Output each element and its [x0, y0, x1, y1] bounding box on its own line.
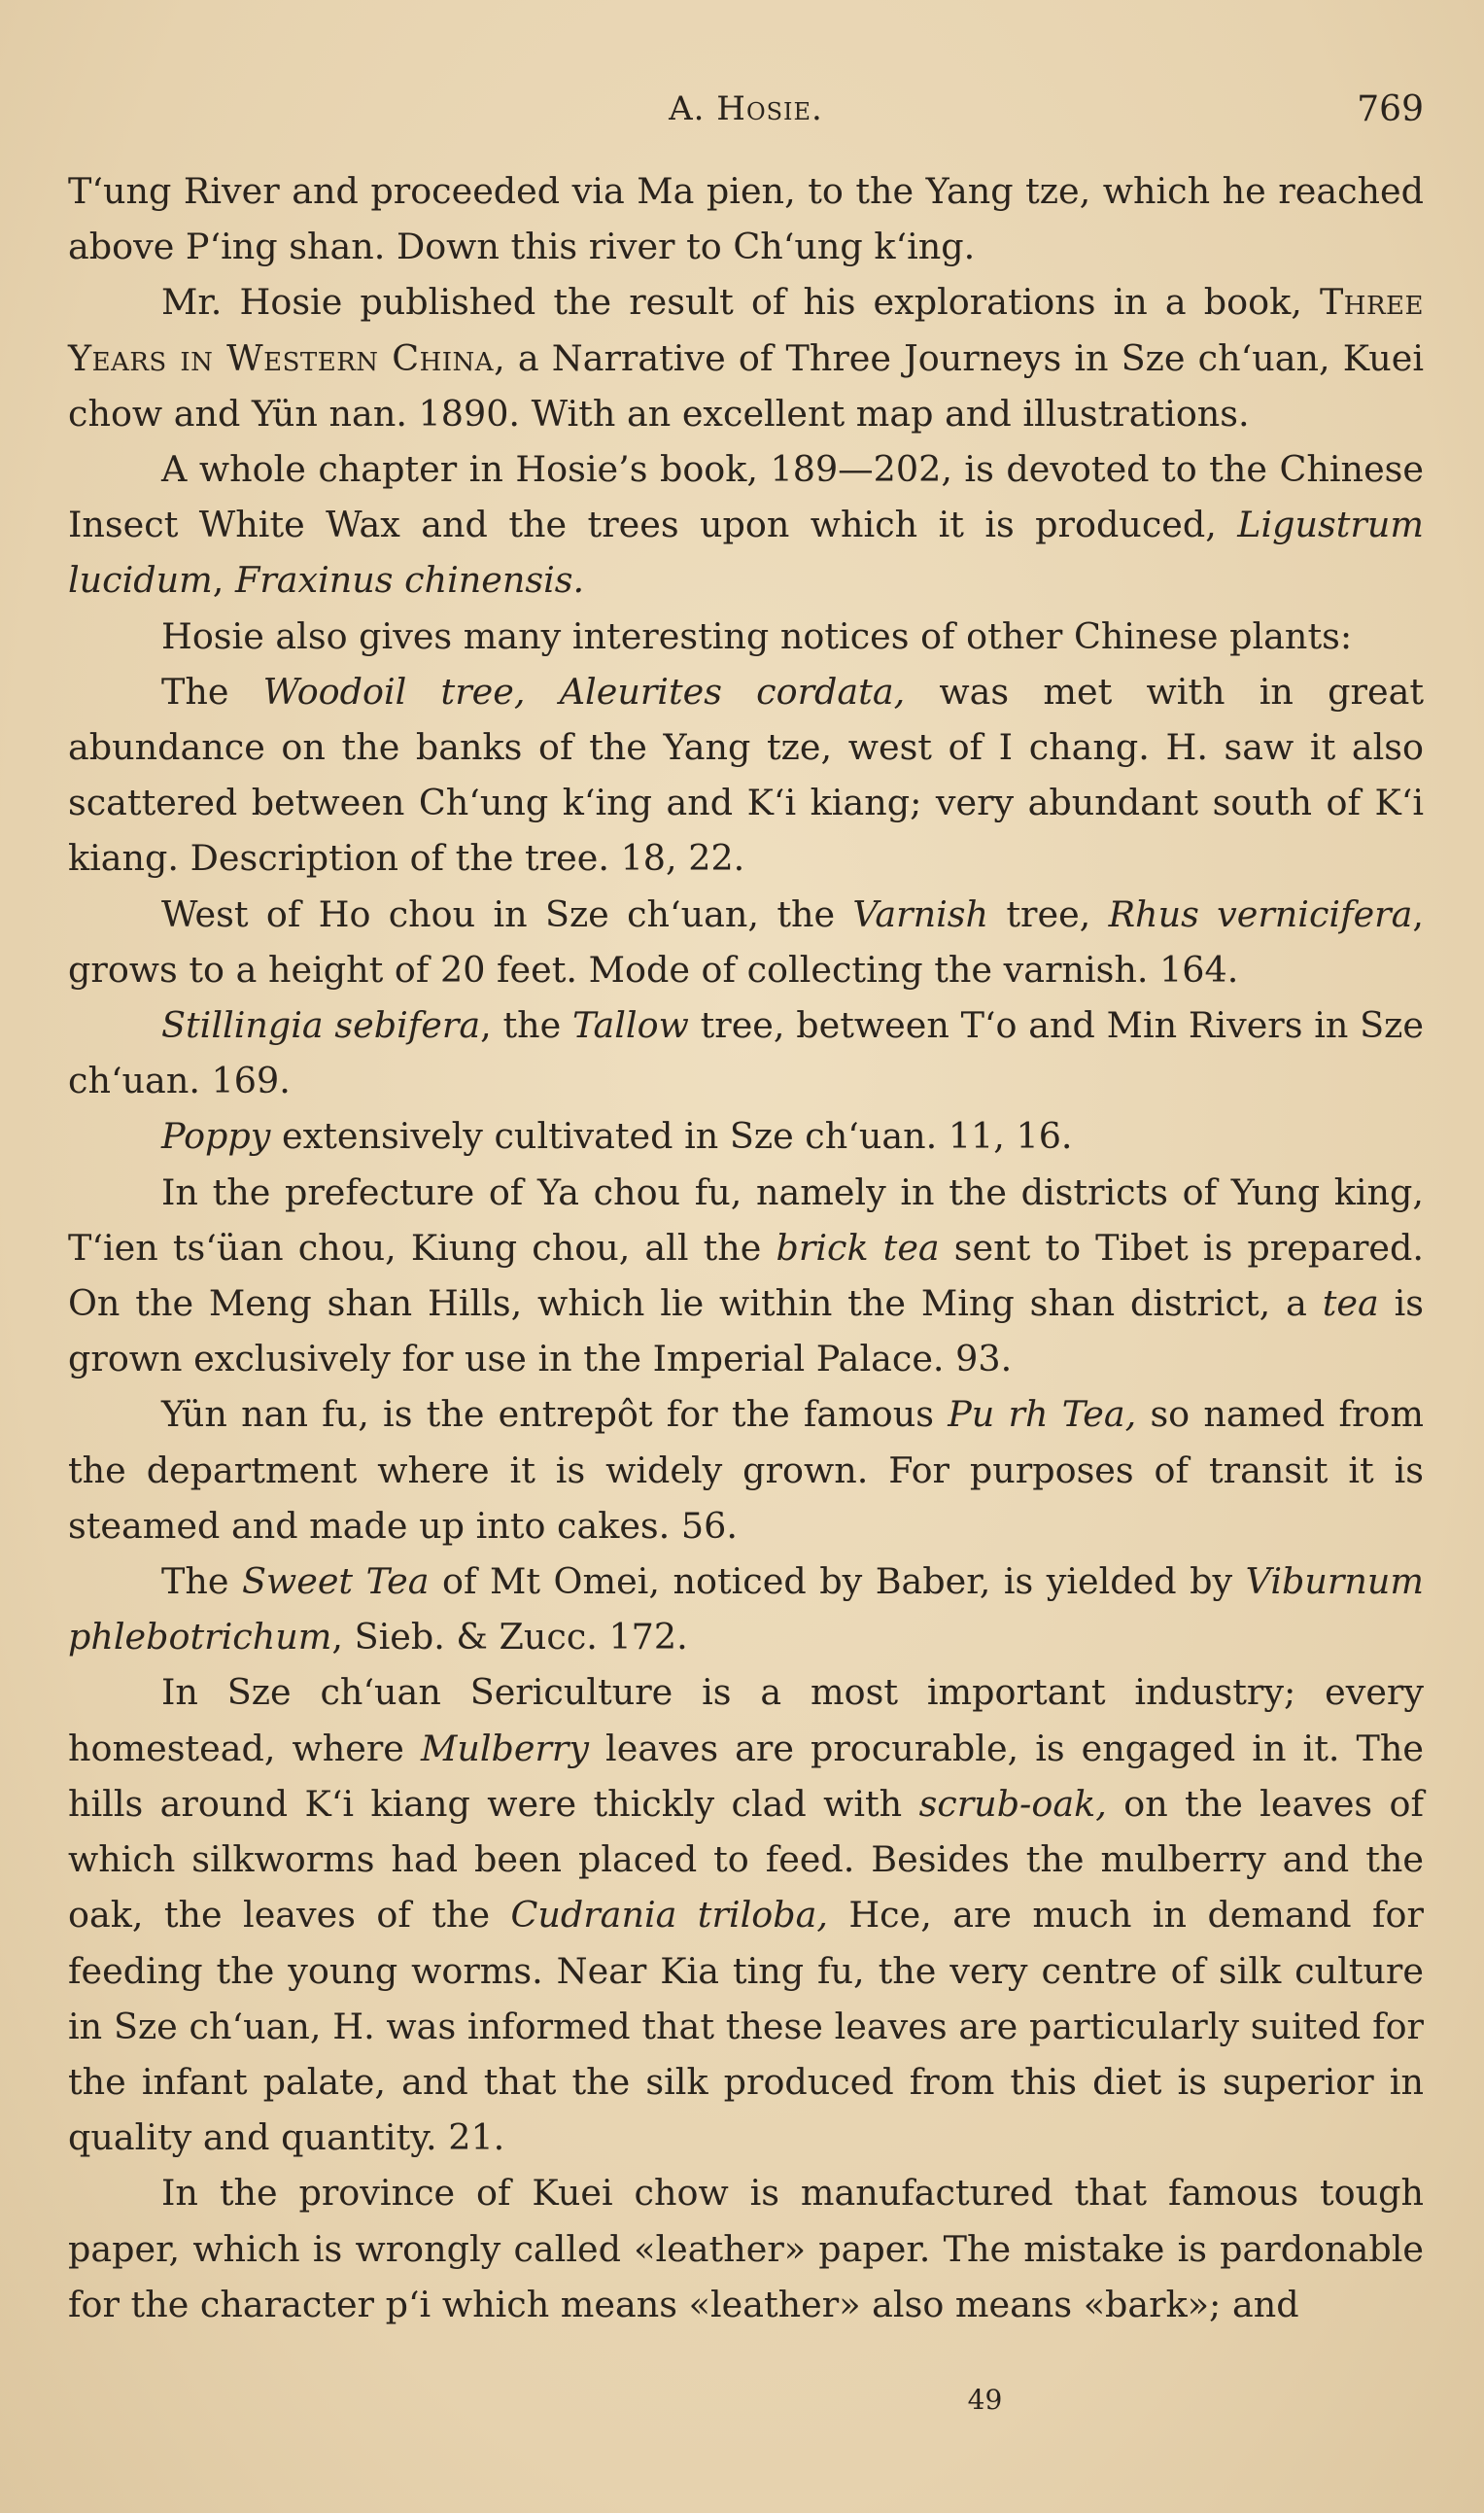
paragraph: [68, 887, 1424, 997]
text-run: tree, between Tʻo and Min Rivers in Sze chʻuan. 169.: [68, 1004, 1424, 1102]
text-run: , Sieb. & Zucc. 172.: [331, 1616, 688, 1658]
italic-run: Poppy: [161, 1115, 271, 1158]
text-run: sent to Tibet is prepared. On the Meng shan Hills, which lie within the Ming shan district, a: [68, 1226, 1424, 1325]
text-run: so named from the department where it is widely grown. For purposes of transit it is steamed and made up into cakes. 56.: [68, 1393, 1425, 1547]
signature-mark: 49: [967, 2384, 1003, 2416]
text-run: Hosie also gives many interesting notices of other Chinese plants:: [161, 614, 1353, 657]
italic-run: Stillingia sebifera: [161, 1004, 481, 1047]
page-number: 769: [1357, 89, 1424, 129]
italic-run: Sweet Tea: [241, 1560, 430, 1603]
italic-run: Woodoil tree, Aleurites cordata,: [262, 670, 906, 713]
italic-run: Cudrania triloba,: [510, 1894, 828, 1937]
text-run: , a Narrative of Three Journeys in Sze chʻuan, Kuei chow and Yün nan. 1890. With an excellent map and illustrations.: [68, 336, 1425, 435]
body-text: [68, 163, 1424, 2332]
running-head: A. Hosie.: [669, 89, 823, 128]
italic-run: Tallow: [571, 1004, 689, 1047]
italic-run: Mulberry: [420, 1727, 589, 1769]
text-run: on the leaves of which silkworms had been placed to feed. Besides the mulberry and the oak, the leaves of the: [68, 1782, 1425, 1937]
text-run: In the province of Kuei chow is manufactured that famous tough paper, which is wrongly called «leather» paper. The mistake is pardonable for the character pʻi which means «leather» also means «bark»; and: [68, 2172, 1424, 2325]
text-run: Hce, are much in demand for feeding the young worms. Near Kia ting fu, the very centre of silk culture in Sze chʻuan, H. was informed that these leaves are particularly suited for the infant palate, and that the silk produced from this diet is superior in quality and quantity. 21.: [68, 1894, 1424, 2159]
text-run: West of Ho chou in Sze chʻuan, the: [161, 892, 853, 935]
paragraph: [68, 274, 1424, 441]
italic-run: Ligustrum lucidum: [68, 504, 1424, 602]
text-run: tree,: [988, 892, 1109, 935]
italic-run: Fraxinus chinensis.: [235, 559, 585, 602]
text-run: extensively cultivated in Sze chʻuan. 11, 16.: [270, 1115, 1073, 1158]
paragraph: [68, 1664, 1424, 2165]
text-run: A whole chapter in Hosie’s book, 189—202, is devoted to the Chinese Insect White Wax and the trees upon which it is produced,: [68, 448, 1424, 546]
italic-run: Viburnum phlebotrichum: [68, 1560, 1424, 1658]
text-run: leaves are procurable, is engaged in it. The hills around Kʻi kiang were thickly clad with: [68, 1727, 1425, 1825]
text-run: of Mt Omei, noticed by Baber, is yielded by: [429, 1560, 1246, 1603]
italic-run: Varnish: [852, 892, 989, 935]
text-run: Yün nan fu, is the entrepôt for the famous: [161, 1393, 949, 1436]
paragraph: [68, 1108, 1424, 1164]
text-run: is grown exclusively for use in the Imperial Palace. 93.: [68, 1282, 1424, 1380]
text-run: Mr. Hosie published the result of his explorations in a book,: [161, 281, 1320, 324]
paragraph: [68, 1386, 1424, 1553]
text-run: , the: [480, 1004, 572, 1047]
italic-run: Pu rh Tea,: [948, 1393, 1137, 1436]
italic-run: brick tea: [776, 1226, 940, 1269]
paragraph: [68, 1553, 1424, 1664]
paragraph: [68, 997, 1424, 1108]
italic-run: tea: [1322, 1282, 1379, 1325]
paragraph: [68, 2165, 1424, 2332]
text-run: The: [161, 1560, 242, 1603]
text-run: Tʻung River and proceeded via Ma pien, to the Yang tze, which he reached above Pʻing shan. Down this river to Chʻung kʻing.: [68, 170, 1424, 268]
text-run: was met with in great abundance on the banks of the Yang tze, west of I chang. H. saw it also scattered between Chʻung kʻing and Kʻi kiang; very abundant south of Kʻi kiang. Description of the tree. 18, 22.: [68, 670, 1424, 880]
paragraph: [68, 1165, 1424, 1387]
text-run: In Sze chʻuan Sericulture is a most important industry; every homestead, where: [68, 1671, 1424, 1769]
paragraph: [68, 163, 1424, 274]
italic-run: scrub-oak,: [918, 1782, 1107, 1825]
paragraph: [68, 441, 1424, 609]
italic-run: Rhus vernicifera: [1108, 892, 1413, 935]
text-run: , grows to a height of 20 feet. Mode of collecting the varnish. 164.: [68, 892, 1425, 991]
text-run: ,: [212, 559, 235, 602]
small-caps-run: Three Years in Western China: [68, 281, 1424, 379]
paragraph: [68, 609, 1424, 664]
text-run: The: [161, 670, 263, 713]
paragraph: [68, 664, 1424, 887]
text-run: In the prefecture of Ya chou fu, namely in the districts of Yung king, Tʻien tsʻüan chou, Kiung chou, all the: [68, 1170, 1424, 1269]
page-header: [68, 89, 1424, 144]
